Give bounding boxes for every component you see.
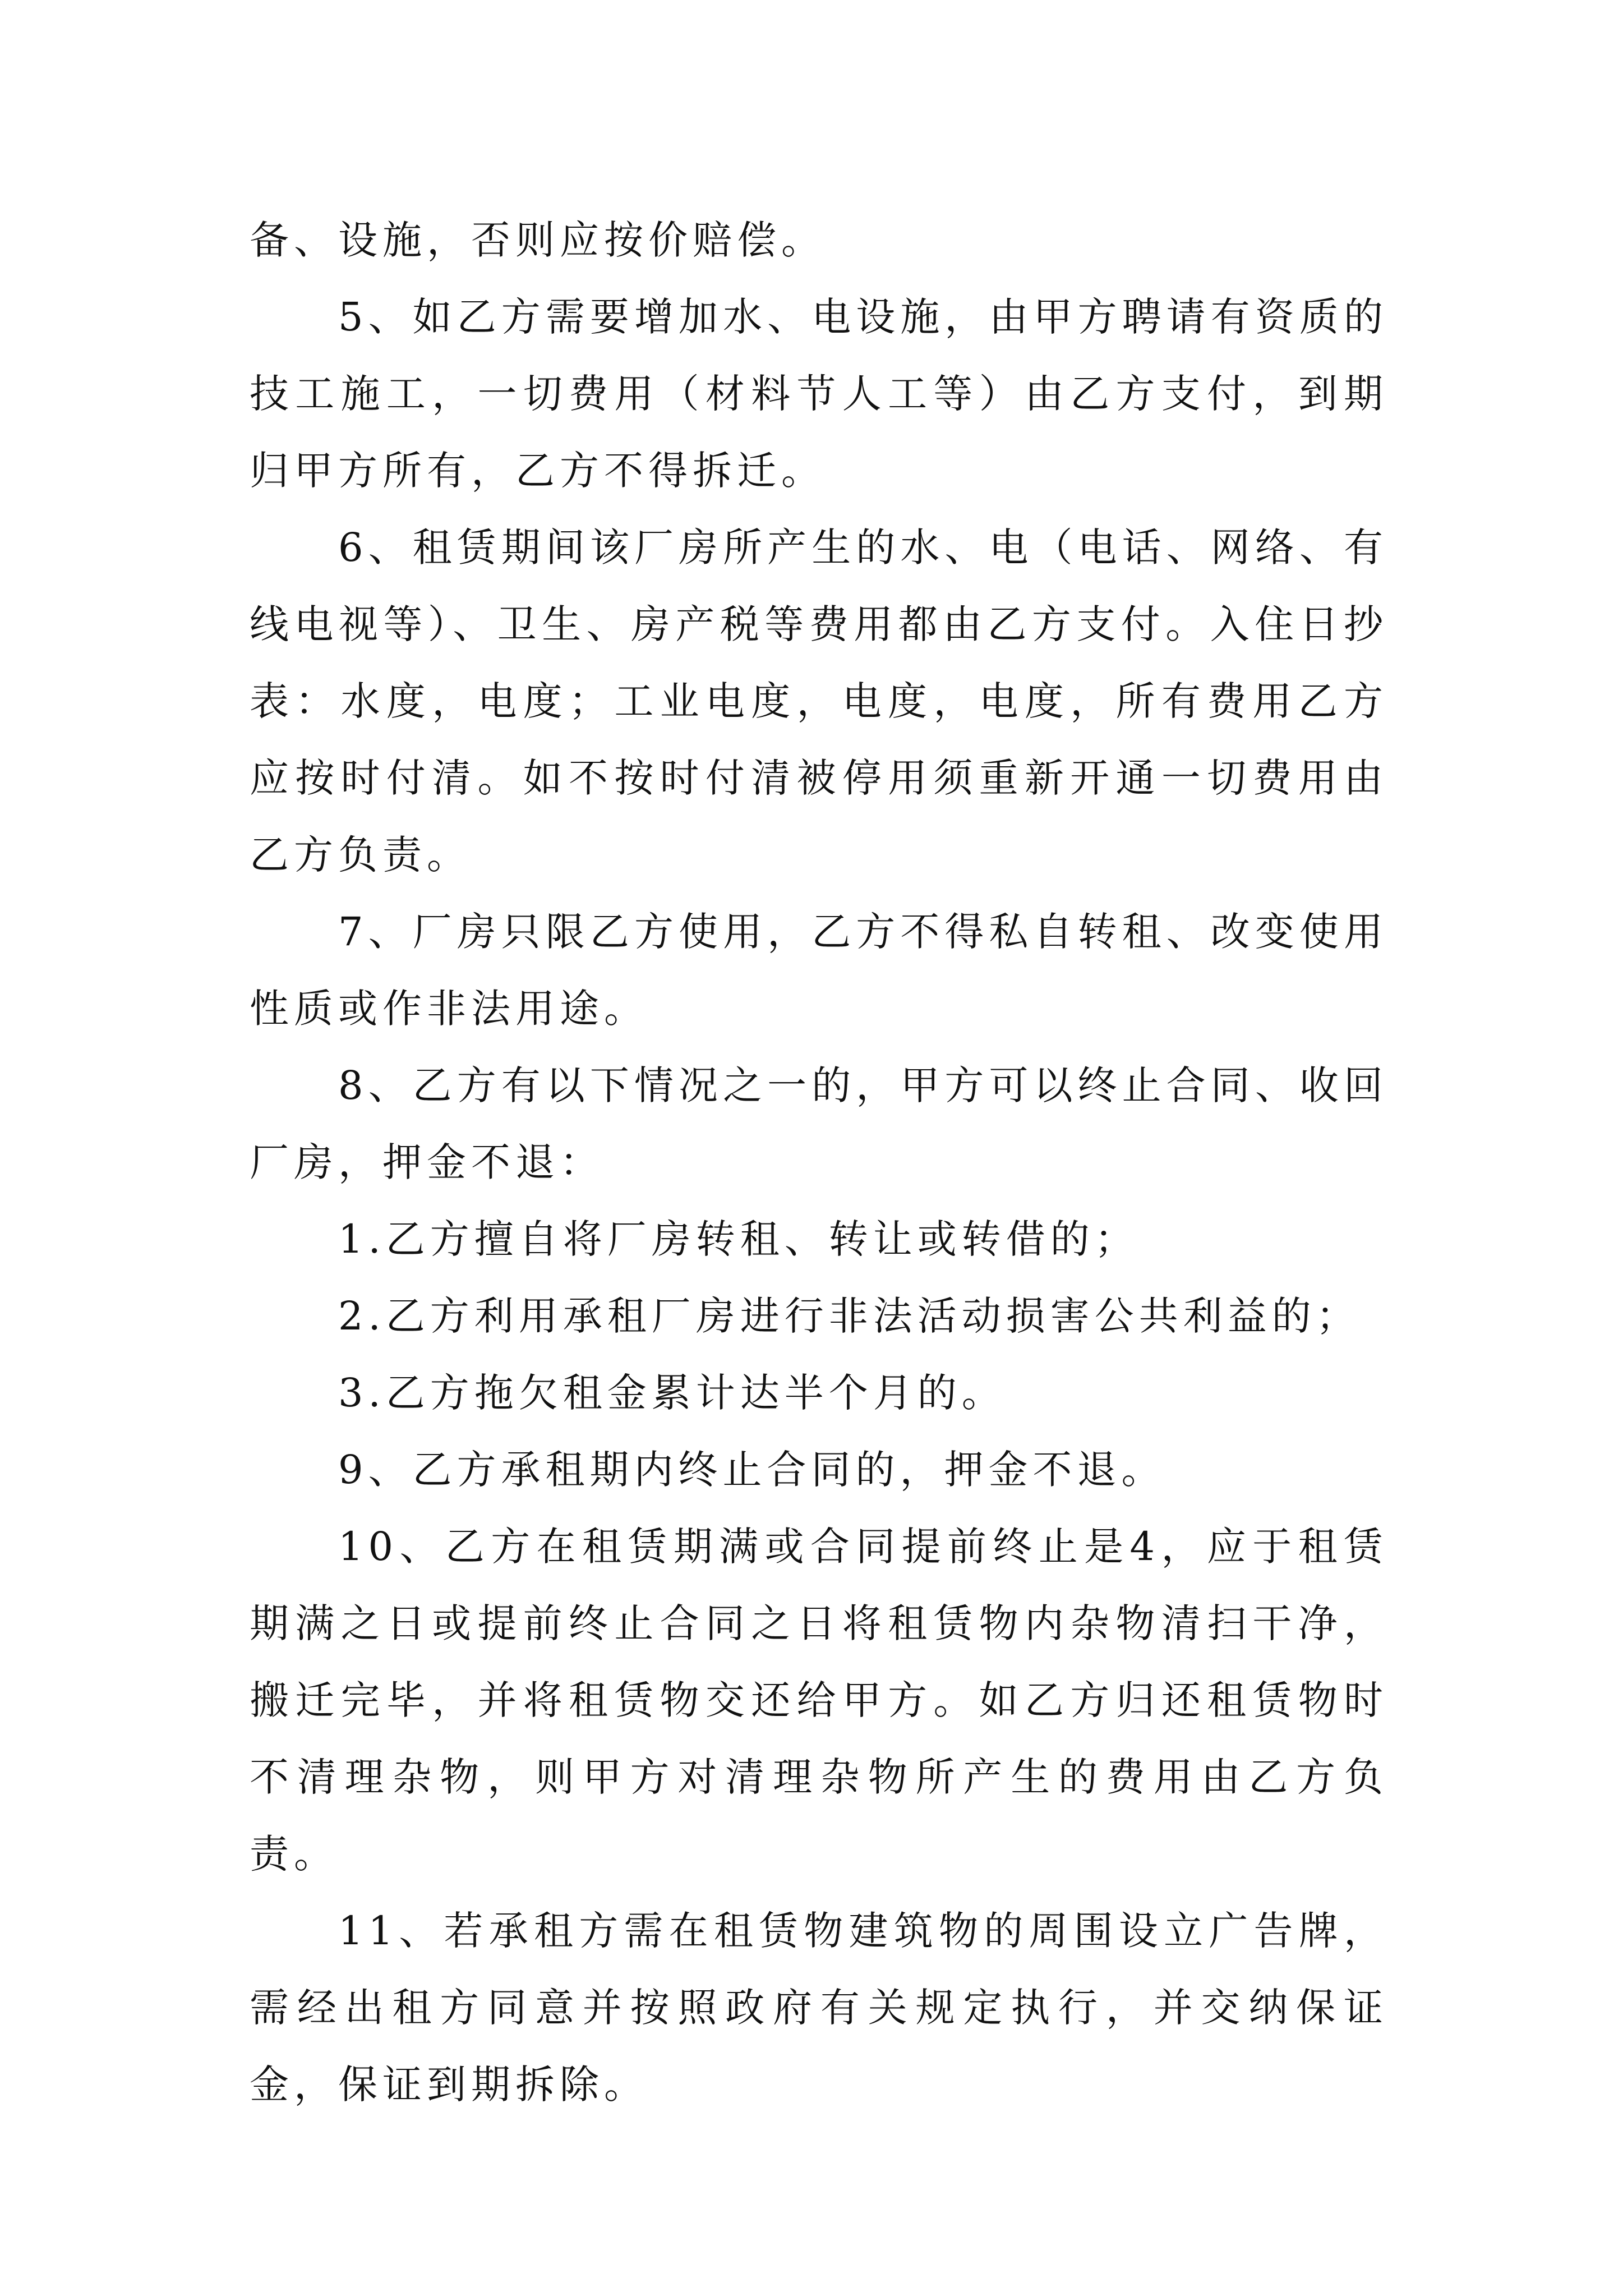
clause-10: 10、乙方在租赁期满或合同提前终止是4，应于租赁期满之日或提前终止合同之日将租赁物内杂物清扫干净，搬迁完毕，并将租赁物交还给甲方。如乙方归还租赁物时不清理杂物，则甲方对清理杂物所产生的费用由乙方负责。 bbox=[250, 1524, 1388, 1877]
clause-7: 7、厂房只限乙方使用，乙方不得私自转租、改变使用性质或作非法用途。 bbox=[250, 909, 1388, 1032]
clause-8-item-2: 2.乙方利用承租厂房进行非法活动损害公共利益的； bbox=[338, 1293, 1361, 1339]
paragraph-continuation: 备、设施，否则应按价赔偿。 bbox=[250, 217, 826, 263]
document-body bbox=[250, 202, 1388, 2123]
clause-6: 6、租赁期间该厂房所产生的水、电（电话、网络、有线电视等）、卫生、房产税等费用都由乙方支付。入住日抄表：水度，电度；工业电度，电度，电度，所有费用乙方应按时付清。如不按时付清被停用须重新开通一切费用由乙方负责。 bbox=[250, 524, 1388, 878]
clause-8-item-1: 1.乙方擅自将厂房转租、转让或转借的； bbox=[338, 1216, 1139, 1262]
clause-5: 5、如乙方需要增加水、电设施，由甲方聘请有资质的技工施工，一切费用（材料节人工等）由乙方支付，到期归甲方所有，乙方不得拆迁。 bbox=[250, 294, 1388, 494]
clause-8: 8、乙方有以下情况之一的，甲方可以终止合同、收回厂房，押金不退： bbox=[250, 1062, 1388, 1185]
clause-11: 11、若承租方需在租赁物建筑物的周围设立广告牌，需经出租方同意并按照政府有关规定执行，并交纳保证金，保证到期拆除。 bbox=[250, 1908, 1388, 2108]
clause-9: 9、乙方承租期内终止合同的，押金不退。 bbox=[338, 1447, 1166, 1493]
clause-8-item-3: 3.乙方拖欠租金累计达半个月的。 bbox=[338, 1370, 1006, 1416]
